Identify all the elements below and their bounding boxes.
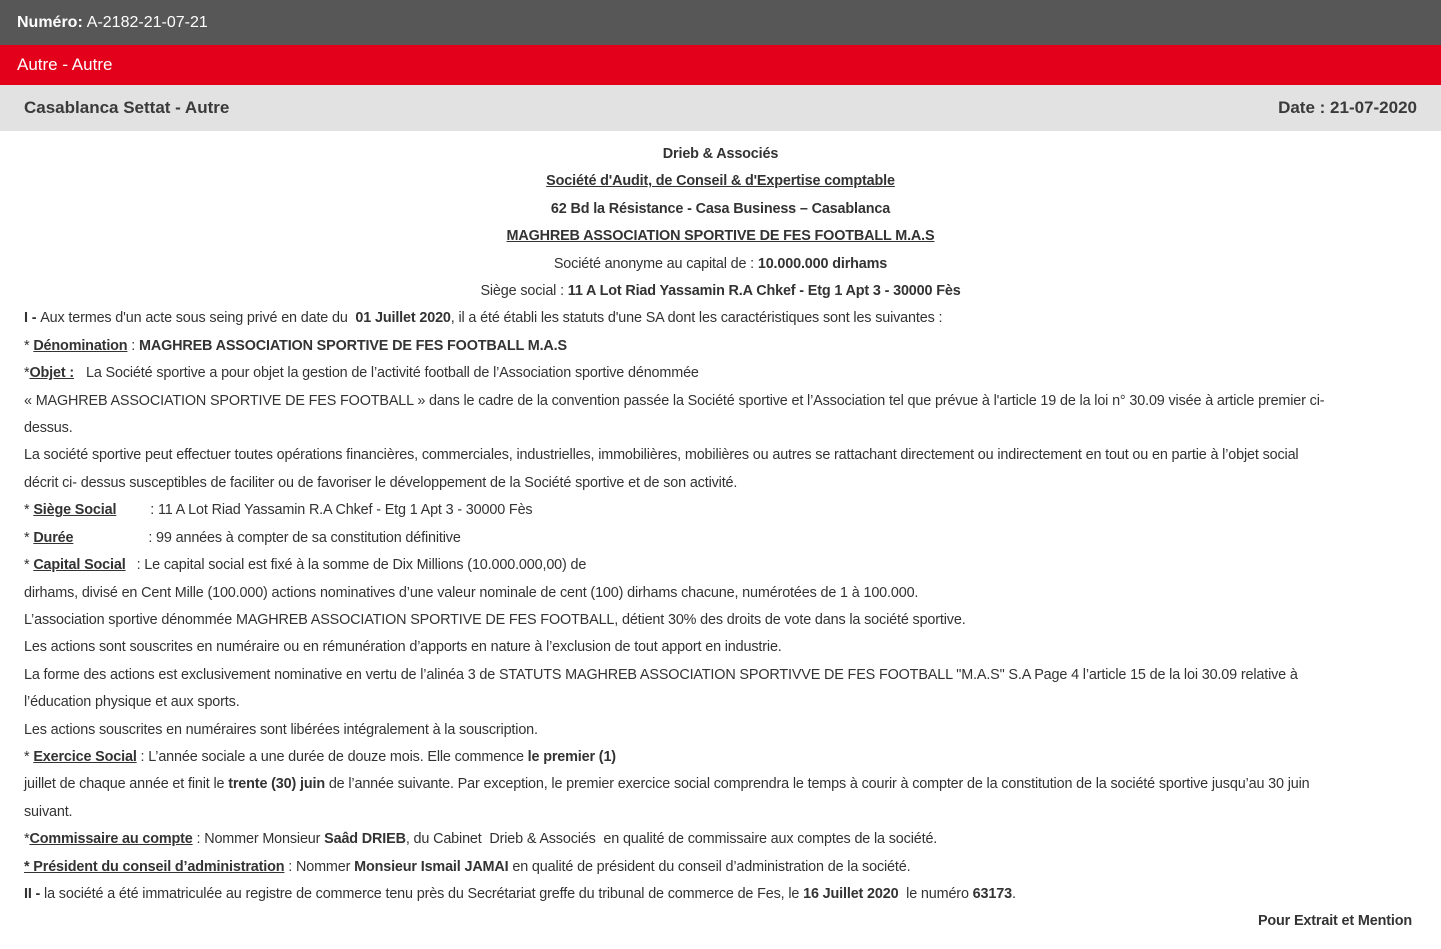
- president-text-end: en qualité de président du conseil d’administration de la société.: [508, 858, 911, 875]
- siege-line: [24, 278, 1417, 305]
- firm-address-text: 62 Bd la Résistance - Casa Business – Casablanca: [550, 200, 891, 217]
- capital-line-7: Les actions souscrites en numéraires sont libérées intégralement à la souscription.: [24, 721, 538, 738]
- objet-text: La Société sportive a pour objet la gestion de l’activité football de l’Association sportive dénommée: [85, 365, 699, 382]
- commissaire-name: Saâd DRIEB: [324, 831, 406, 848]
- objet-line-5: décrit ci- dessus susceptibles de faciliter ou de favoriser le développement de la Société sportive et de son activité.: [24, 474, 738, 491]
- denomination-value: MAGHREB ASSOCIATION SPORTIVE DE FES FOOTBALL M.A.S: [139, 337, 567, 354]
- number-value: A-2182-21-07-21: [86, 13, 208, 31]
- bullet: *: [24, 831, 30, 848]
- duree-line: [24, 525, 1417, 552]
- commissaire-label: Commissaire au compte: [29, 831, 193, 848]
- firm-address: [24, 196, 1417, 223]
- immatriculation-text-2: le numéro: [898, 885, 973, 902]
- announcement-number-bar: [0, 0, 1441, 45]
- region-bar: [0, 85, 1441, 131]
- capital-prefix: Société anonyme au capital de :: [553, 255, 758, 272]
- capital-social-line: [24, 552, 1417, 579]
- category-label: Autre - Autre: [17, 55, 113, 74]
- capital-line-2: dirhams, divisé en Cent Mille (100.000) actions nominatives d’une valeur nominale de cent (100) dirhams chacune, numérotées de 1 à 100.000.: [24, 584, 919, 601]
- capital-line-4: Les actions sont souscrites en numéraire ou en rémunération d’apports en nature à l’exclusion de tout apport en industrie.: [24, 639, 782, 656]
- commissaire-line: [24, 826, 1417, 853]
- denomination-label: Dénomination: [33, 337, 128, 354]
- firm-subtitle: [24, 168, 1417, 195]
- intro-paragraph: [24, 305, 1417, 332]
- immatriculation-line: [24, 881, 1417, 908]
- announcement-body: [0, 131, 1441, 936]
- immatriculation-text: la société a été immatriculée au registre de commerce tenu près du Secrétariat greffe du tribunal de commerce de Fes, le: [44, 885, 804, 902]
- objet-line-4: La société sportive peut effectuer toutes opérations financières, commerciales, industrielles, immobilières, mobilières ou autres se rattachant directement ou indirectement en tout ou en partie à l’objet social: [24, 447, 1299, 464]
- exercice-text: : L’année sociale a une durée de douze mois. Elle commence: [136, 748, 528, 765]
- company-title-text: MAGHREB ASSOCIATION SPORTIVE DE FES FOOTBALL M.A.S: [506, 228, 935, 245]
- exercice-label: Exercice Social: [33, 748, 137, 765]
- capital-line-3: L’association sportive dénommée MAGHREB ASSOCIATION SPORTIVE DE FES FOOTBALL, détient 30% des droits de vote dans la société sportive.: [24, 611, 966, 628]
- closing-text: Pour Extrait et Mention: [1257, 913, 1412, 930]
- objet-label: Objet :: [29, 365, 74, 382]
- category-bar: [0, 45, 1441, 85]
- exercice-line: [24, 744, 1417, 771]
- exercice-line-2: [24, 771, 1417, 798]
- registration-number: 63173: [972, 885, 1012, 902]
- bullet: *: [24, 529, 34, 546]
- duree-label: Durée: [33, 529, 74, 546]
- bullet: *: [24, 337, 34, 354]
- registration-date: 16 Juillet 2020: [803, 885, 899, 902]
- duree-value: : 99 années à compter de sa constitution définitive: [148, 529, 461, 546]
- intro-text-end: , il a été établi les statuts d'une SA dont les caractéristiques sont les suivantes :: [450, 310, 943, 327]
- separator: :: [127, 337, 139, 354]
- publication-date: Date : 21-07-2020: [1278, 98, 1417, 117]
- bullet: *: [24, 365, 30, 382]
- section-numeral: II -: [24, 885, 45, 902]
- firm-subtitle-text: Société d'Audit, de Conseil & d'Expertise comptable: [546, 173, 895, 190]
- intro-text: Aux termes d'un acte sous seing privé en date du: [40, 310, 356, 327]
- bullet: *: [24, 748, 34, 765]
- capital-line-5: La forme des actions est exclusivement nominative en vertu de l’alinéa 3 de STATUTS MAGHREB ASSOCIATION SPORTIVVE DE FES FOOTBALL "M.A.S" S.A Page 4 l’article 15 de la loi 30.09 relative à: [24, 666, 1298, 683]
- siege-prefix: Siège social :: [480, 283, 568, 300]
- commissaire-text: : Nommer Monsieur: [192, 831, 325, 848]
- objet-line-3: dessus.: [24, 420, 73, 437]
- period: .: [1011, 885, 1016, 902]
- siege-social-line: [24, 497, 1417, 524]
- exercice-line-3: suivant.: [24, 803, 73, 820]
- section-numeral: I -: [24, 310, 41, 327]
- exercice-end: trente (30) juin: [228, 776, 325, 793]
- bullet: *: [24, 557, 34, 574]
- firm-name-text: Drieb & Associés: [662, 146, 779, 162]
- firm-name: [24, 141, 1417, 168]
- capital-social-label: Capital Social: [33, 557, 126, 574]
- capital-line-6: l’éducation physique et aux sports.: [24, 694, 240, 711]
- siege-social-value: : 11 A Lot Riad Yassamin R.A Chkef - Etg 1 Apt 3 - 30000 Fès: [150, 502, 533, 519]
- capital-line: [24, 251, 1417, 278]
- number-label: Numéro:: [17, 13, 83, 31]
- capital-social-value: : Le capital social est fixé à la somme de Dix Millions (10.000.000,00) de: [136, 557, 587, 574]
- siege-value: 11 A Lot Riad Yassamin R.A Chkef - Etg 1 Apt 3 - 30000 Fès: [567, 283, 961, 300]
- objet-line-2: « MAGHREB ASSOCIATION SPORTIVE DE FES FOOTBALL » dans le cadre de la convention passée la Société sportive et l’Association tel que prévue à l'article 19 de la loi n° 30.09 visée à article premier ci-: [24, 392, 1325, 409]
- president-line: [24, 854, 1417, 881]
- president-text: : Nommer: [284, 858, 355, 875]
- exercice-start: le premier (1): [527, 748, 616, 765]
- bullet: *: [24, 502, 34, 519]
- president-name: Monsieur Ismail JAMAI: [354, 858, 509, 875]
- closing-line: [24, 908, 1417, 935]
- region-label: Casablanca Settat - Autre: [24, 98, 230, 117]
- objet-line: [24, 360, 1417, 387]
- exercice-text-2a: juillet de chaque année et finit le: [24, 776, 229, 793]
- siege-social-label: Siège Social: [33, 502, 117, 519]
- company-title: [24, 223, 1417, 250]
- commissaire-text-end: , du Cabinet Drieb & Associés en qualité de commissaire aux comptes de la société.: [405, 831, 938, 848]
- denomination-line: [24, 333, 1417, 360]
- president-label: * Président du conseil d’administration: [24, 858, 285, 875]
- act-date: 01 Juillet 2020: [355, 310, 451, 327]
- capital-value: 10.000.000 dirhams: [757, 255, 888, 272]
- exercice-text-2b: de l’année suivante. Par exception, le premier exercice social comprendra le temps à courir à compter de la constitution de la société sportive jusqu’au 30 juin: [324, 776, 1310, 793]
